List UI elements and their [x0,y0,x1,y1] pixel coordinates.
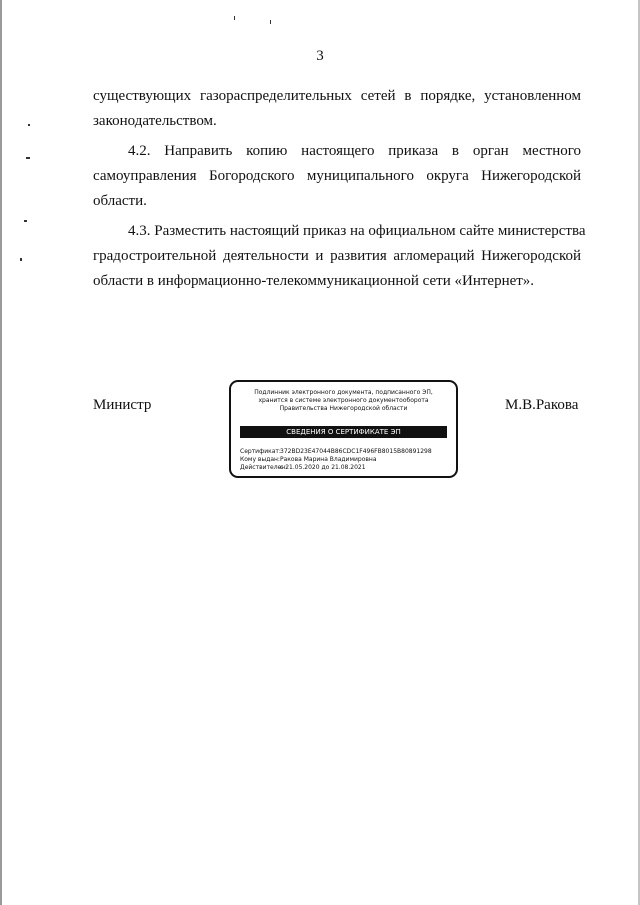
certificate-value: 372BD23E47044B86CDC1F496FB8015B80891298 [280,448,432,455]
stamp-header-line: Правительства Нижегородской области [279,405,408,412]
text-line: градостроительной деятельности и развития агломераций Нижегородской [93,248,581,264]
scan-speck [234,16,235,20]
paragraph-continuation [93,84,581,134]
signatory-position: Министр [93,397,152,413]
stamp-header-line: хранится в системе электронного документооборота [258,397,429,404]
stamp-details [240,448,450,472]
certificate-label: Сертификат: [240,448,281,455]
scan-speck [24,220,27,222]
stamp-header [237,389,450,413]
issued-to-value: Ракова Марина Владимировна [280,456,377,463]
scan-speck [270,20,271,24]
issued-to-row [240,456,450,464]
scan-speck [26,157,30,159]
scan-speck [20,258,22,261]
validity-label: Действителен: [240,464,288,471]
validity-row [240,464,450,472]
text-line: области. [93,193,147,209]
issued-to-label: Кому выдан: [240,456,280,463]
text-line: самоуправления Богородского муниципального округа Нижегородской [93,168,581,184]
stamp-banner: СВЕДЕНИЯ О СЕРТИФИКАТЕ ЭП [240,426,447,438]
paragraph-item-4-2 [93,139,581,214]
text-line: 4.3. Разместить настоящий приказ на официальном сайте министерства [128,223,586,239]
text-line: существующих газораспределительных сетей в порядке, установленном [93,88,581,104]
signatory-name: М.В.Ракова [505,397,579,413]
page-number: 3 [316,48,324,64]
stamp-header-line: Подлинник электронного документа, подписанного ЭП, [254,389,433,396]
text-line: законодательством. [93,113,217,129]
text-line: 4.2. Направить копию настоящего приказа в орган местного [128,143,581,159]
e-signature-stamp [229,380,458,478]
scan-speck [28,124,30,126]
text-line: области в информационно-телекоммуникационной сети «Интернет». [93,273,535,289]
validity-value: с 21.05.2020 до 21.08.2021 [280,464,366,471]
certificate-row [240,448,450,456]
scan-left-edge [0,0,2,905]
paragraph-item-4-3 [93,219,586,294]
